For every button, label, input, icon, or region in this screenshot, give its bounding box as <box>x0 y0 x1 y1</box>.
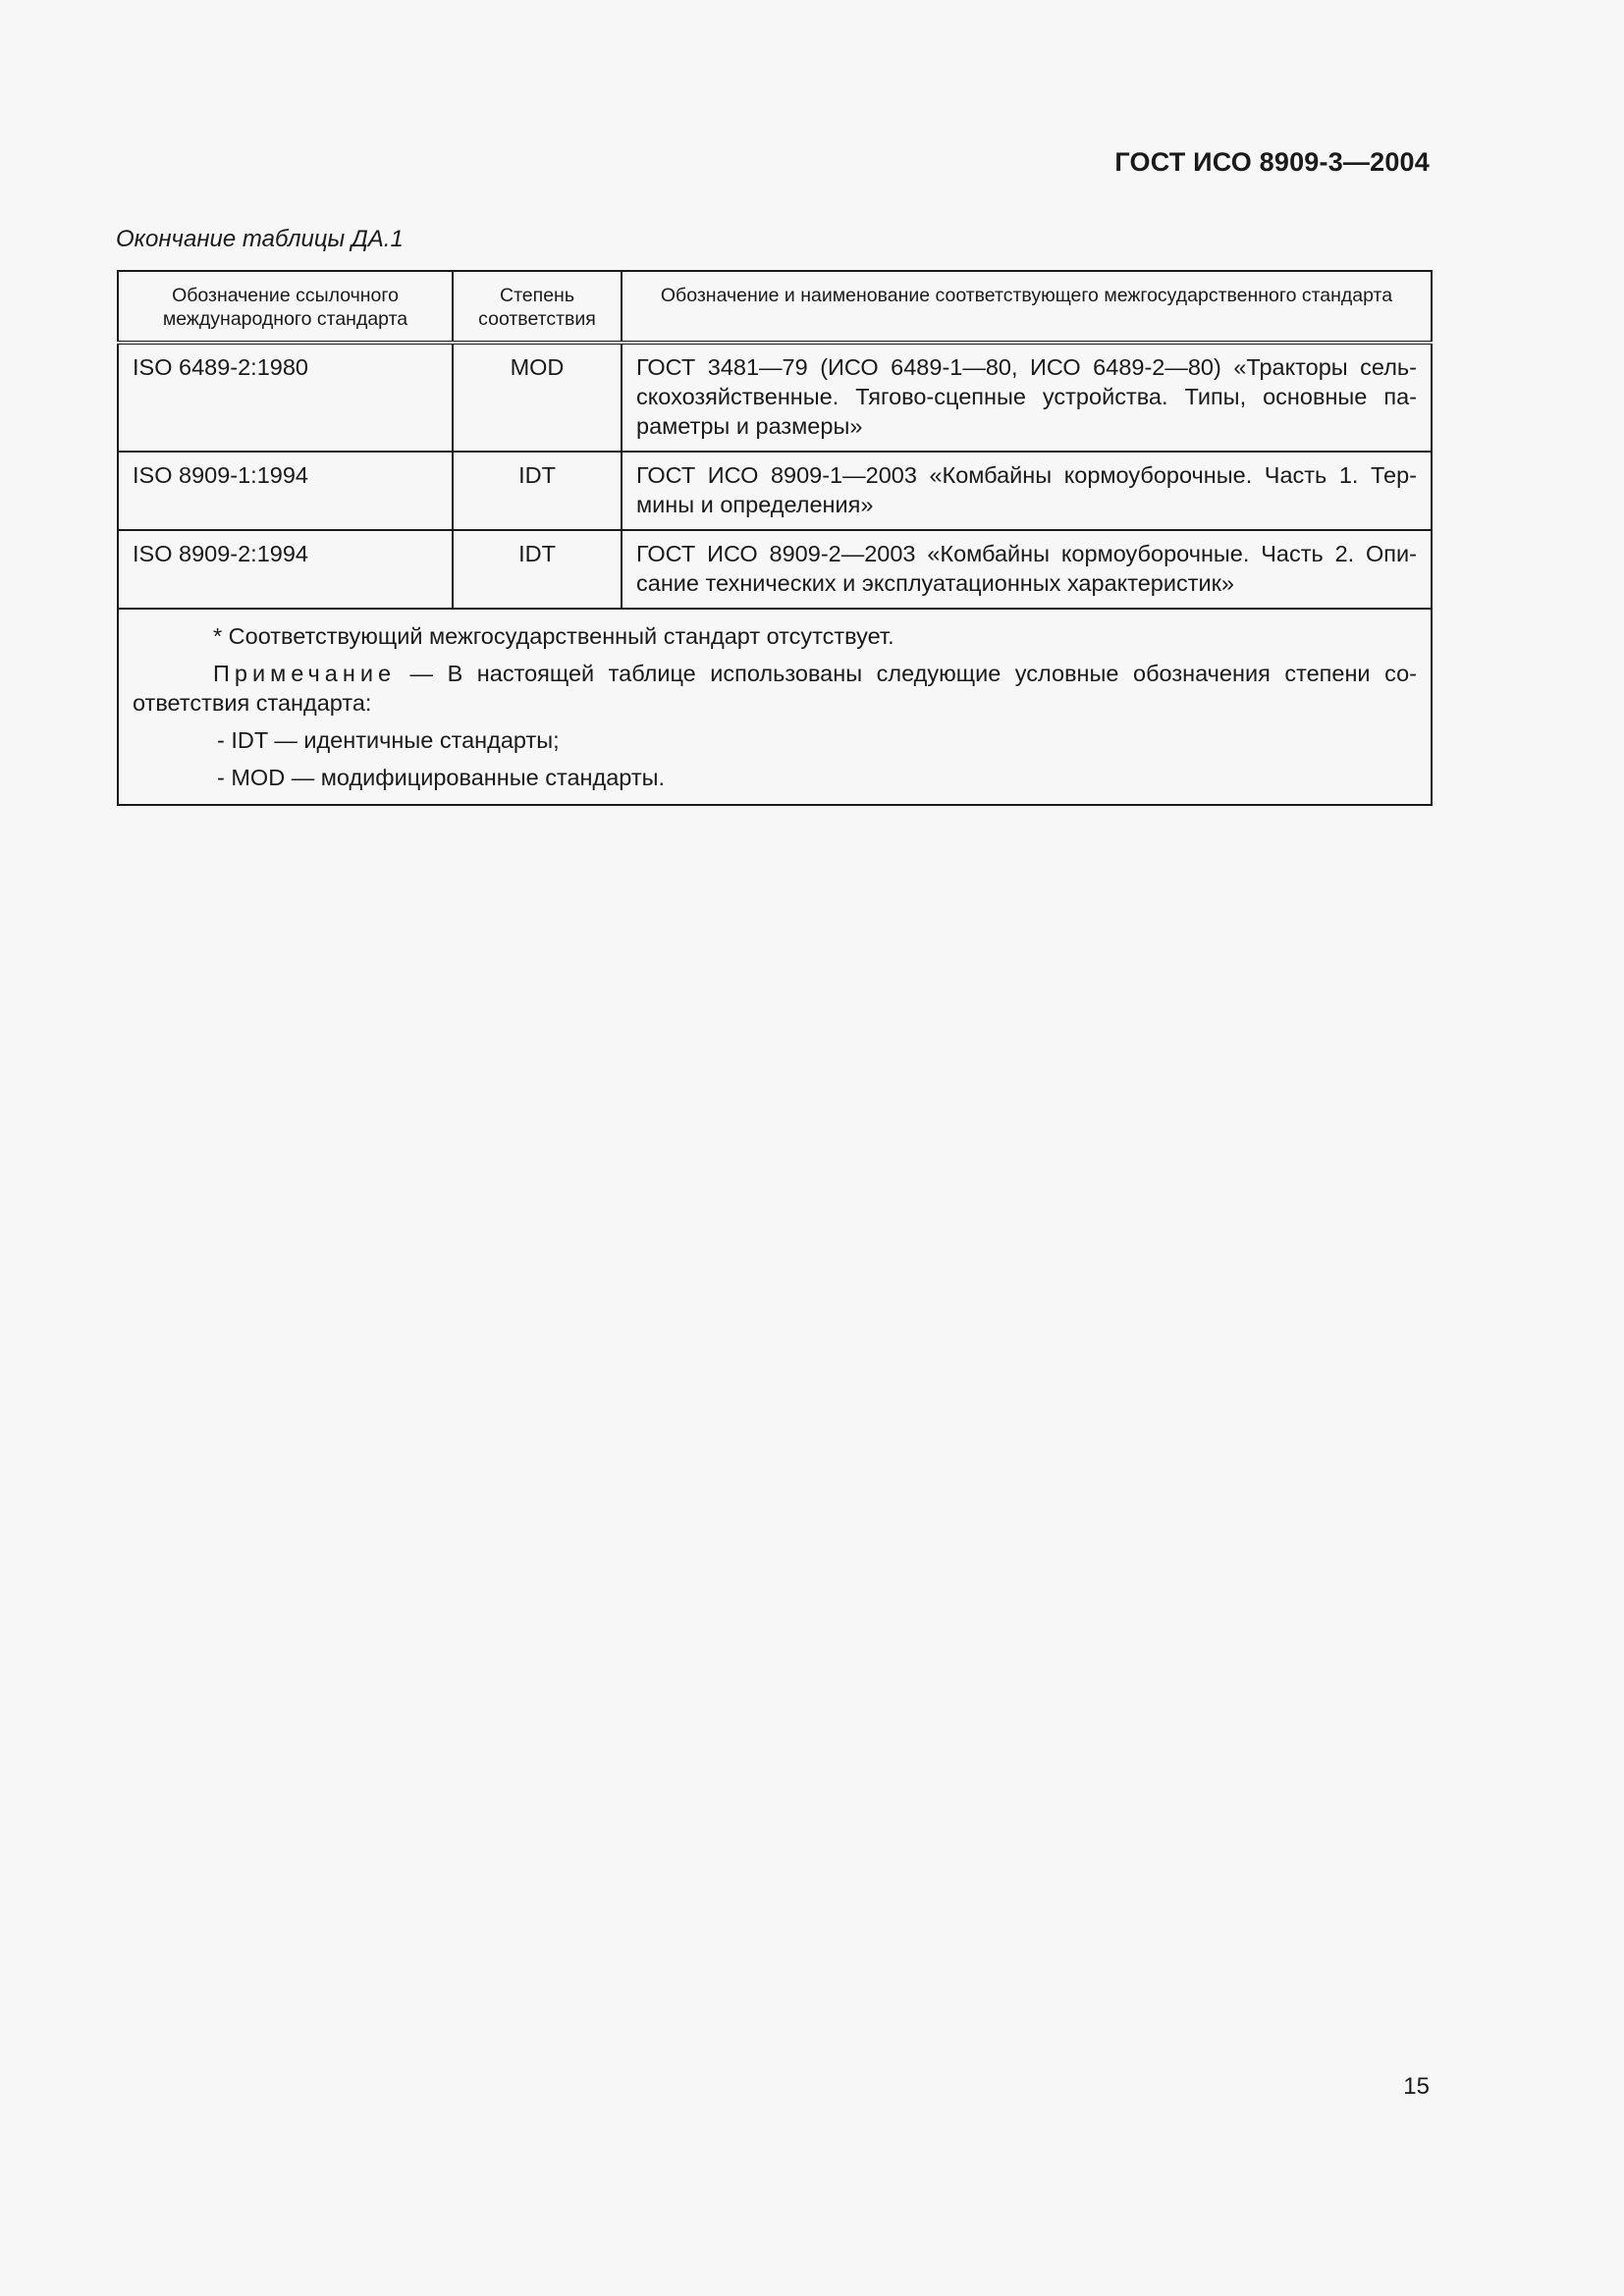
note-text: — В настоящей таблице использованы следующие условные обозначения степени соответствия стандарта: <box>133 661 1417 716</box>
note-label: Примечание <box>213 661 397 686</box>
cell-intl-standard: ISO 8909-2:1994 <box>118 530 453 609</box>
note-paragraph <box>133 659 1417 718</box>
table-notes-row <box>118 609 1432 805</box>
cell-intl-standard: ISO 6489-2:1980 <box>118 343 453 452</box>
document-code: ГОСТ ИСО 8909-3—2004 <box>1114 147 1430 177</box>
cell-intl-standard: ISO 8909-1:1994 <box>118 452 453 530</box>
column-header-intl-standard: Обозначение ссылочного международного стандарта <box>118 271 453 343</box>
table-caption: Окончание таблицы ДА.1 <box>116 226 404 252</box>
table-row <box>118 452 1432 530</box>
footnote: * Соответствующий межгосударственный стандарт отсутствует. <box>213 623 894 649</box>
cell-degree: MOD <box>453 343 622 452</box>
note-list-item: - MOD — модифицированные стандарты. <box>217 765 666 790</box>
cell-degree: IDT <box>453 530 622 609</box>
correspondence-table <box>117 270 1433 806</box>
cell-gost: ГОСТ ИСО 8909-2—2003 «Комбайны кормоуборочные. Часть 2. Описание технических и эксплуатационных характеристик» <box>622 530 1432 609</box>
table-row <box>118 343 1432 452</box>
column-header-gost: Обозначение и наименование соответствующего межгосударственного стандарта <box>622 271 1432 343</box>
column-header-degree: Степень соответствия <box>453 271 622 343</box>
table-header-row <box>118 271 1432 343</box>
table-row <box>118 530 1432 609</box>
note-list-item: - IDT — идентичные стандарты; <box>217 727 560 753</box>
notes-cell <box>118 609 1432 805</box>
page-number: 15 <box>1403 2073 1430 2100</box>
cell-gost: ГОСТ 3481—79 (ИСО 6489-1—80, ИСО 6489-2—80) «Тракторы сельскохозяйственные. Тягово-сцепные устройства. Типы, основные параметры и размеры» <box>622 343 1432 452</box>
cell-gost: ГОСТ ИСО 8909-1—2003 «Комбайны кормоуборочные. Часть 1. Термины и определения» <box>622 452 1432 530</box>
cell-degree: IDT <box>453 452 622 530</box>
